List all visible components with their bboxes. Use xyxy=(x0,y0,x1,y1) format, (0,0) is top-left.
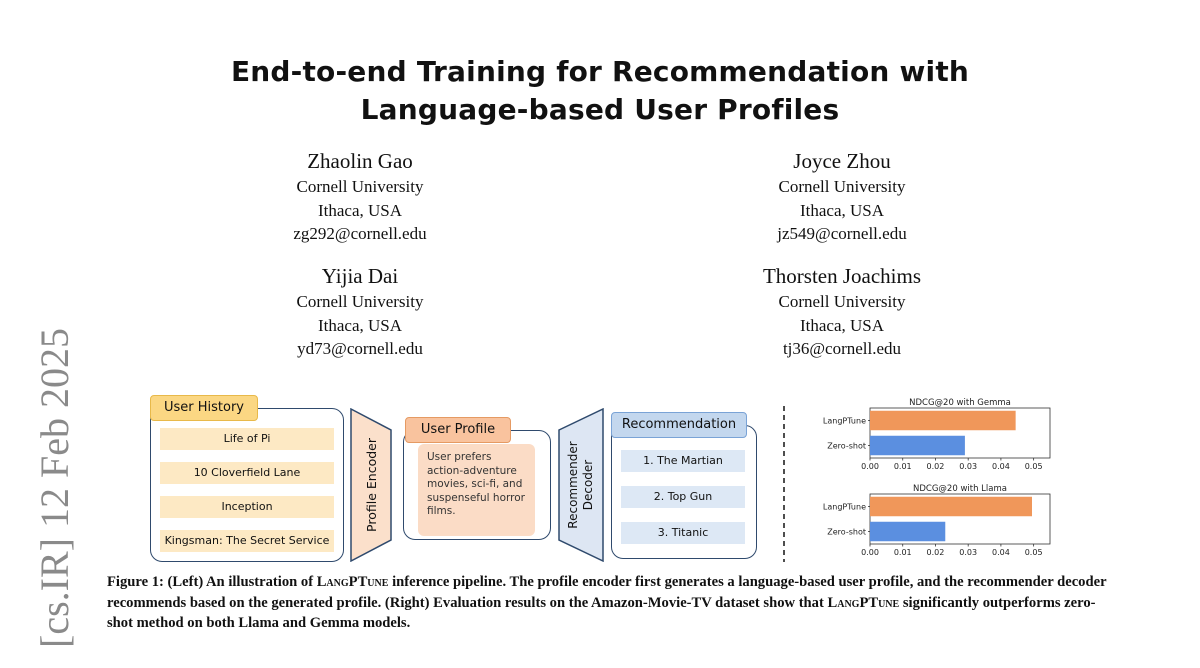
chart-category-label: Zero-shot xyxy=(827,527,866,537)
profile-encoder-shape xyxy=(350,408,392,562)
chart-tick-label: 0.00 xyxy=(861,462,879,471)
chart-tick-label: 0.00 xyxy=(861,548,879,557)
chart-category-label: Zero-shot xyxy=(827,441,866,451)
recommender-decoder-label-1: Recommender xyxy=(566,441,580,529)
chart-category-label: LangPTune xyxy=(822,502,866,512)
author-email: jz549@cornell.edu xyxy=(777,224,907,243)
caption-part-1: Figure 1: (Left) An illustration of xyxy=(107,574,317,590)
recommendation-item: 3. Titanic xyxy=(621,522,745,544)
chart-title: NDCG@20 with Llama xyxy=(913,484,1007,494)
recommender-decoder-label-2: Decoder xyxy=(581,459,595,511)
ndcg-charts xyxy=(790,394,1060,564)
recommendation-item: 2. Top Gun xyxy=(621,486,745,508)
author-block xyxy=(200,148,520,246)
chart-tick-label: 0.01 xyxy=(893,548,912,557)
chart-tick-label: 0.05 xyxy=(1024,548,1043,557)
chart-tick-label: 0.04 xyxy=(992,548,1010,557)
caption-part-3: significantly outperforms zero-shot method on both Llama and Gemma models. xyxy=(107,594,1096,631)
chart-bar xyxy=(870,497,1032,517)
paper-title-line-2: Language-based User Profiles xyxy=(360,93,840,126)
profile-encoder-label: Profile Encoder xyxy=(364,438,379,532)
history-item: Kingsman: The Secret Service xyxy=(160,530,334,552)
chart-bar xyxy=(870,436,965,456)
author-affiliation: Cornell University xyxy=(296,292,424,311)
arxiv-stamp: [cs.IR] 12 Feb 2025 xyxy=(32,328,77,648)
recommendation-item: 1. The Martian xyxy=(621,450,745,472)
recommendation-label: Recommendation xyxy=(611,412,747,438)
figure-divider xyxy=(782,406,786,562)
author-email: zg292@cornell.edu xyxy=(293,224,427,243)
paper-title-line-1: End-to-end Training for Recommendation with xyxy=(230,55,970,88)
recommender-decoder-shape xyxy=(558,408,604,562)
author-email: yd73@cornell.edu xyxy=(297,339,423,358)
author-email: tj36@cornell.edu xyxy=(782,339,902,358)
author-block xyxy=(682,263,1002,361)
author-name: Thorsten Joachims xyxy=(762,264,922,288)
user-profile-label: User Profile xyxy=(405,417,511,443)
author-affiliation: Cornell University xyxy=(296,177,424,196)
history-item: 10 Cloverfield Lane xyxy=(160,462,334,484)
author-affiliation: Cornell University xyxy=(778,292,906,311)
author-block xyxy=(200,263,520,361)
author-name: Yijia Dai xyxy=(321,264,399,288)
chart-category-label: LangPTune xyxy=(822,416,866,426)
history-item: Life of Pi xyxy=(160,428,334,450)
author-name: Joyce Zhou xyxy=(793,149,891,173)
caption-method-name: LangPTune xyxy=(827,594,900,611)
user-profile-text: User prefers action-adventure movies, sci-fi, and suspenseful horror films. xyxy=(418,444,535,536)
chart-tick-label: 0.01 xyxy=(893,462,912,471)
chart-tick-label: 0.03 xyxy=(959,462,978,471)
caption-method-name: LangPTune xyxy=(316,574,389,590)
chart-title: NDCG@20 with Gemma xyxy=(909,398,1011,408)
figure-caption xyxy=(107,572,1107,634)
author-location: Ithaca, USA xyxy=(799,200,885,220)
author-location: Ithaca, USA xyxy=(317,315,403,335)
caption-part-2: inference pipeline. The profile encoder first generates a language-based user profile, and the recommender decoder recommends based on the generated profile. (Right) Evaluation results on the Amazon-Movie-TV dataset show that xyxy=(107,574,1107,611)
chart-tick-label: 0.02 xyxy=(926,548,945,557)
author-name: Zhaolin Gao xyxy=(307,149,413,173)
chart-tick-label: 0.05 xyxy=(1024,462,1043,471)
chart-tick-label: 0.02 xyxy=(926,462,945,471)
author-affiliation: Cornell University xyxy=(778,177,906,196)
chart-tick-label: 0.03 xyxy=(959,548,978,557)
history-item: Inception xyxy=(160,496,334,518)
chart-bar xyxy=(870,522,945,542)
author-block xyxy=(682,148,1002,246)
author-location: Ithaca, USA xyxy=(317,200,403,220)
user-history-label: User History xyxy=(150,395,258,421)
author-location: Ithaca, USA xyxy=(799,315,885,335)
chart-bar xyxy=(870,411,1016,431)
chart-tick-label: 0.04 xyxy=(992,462,1010,471)
